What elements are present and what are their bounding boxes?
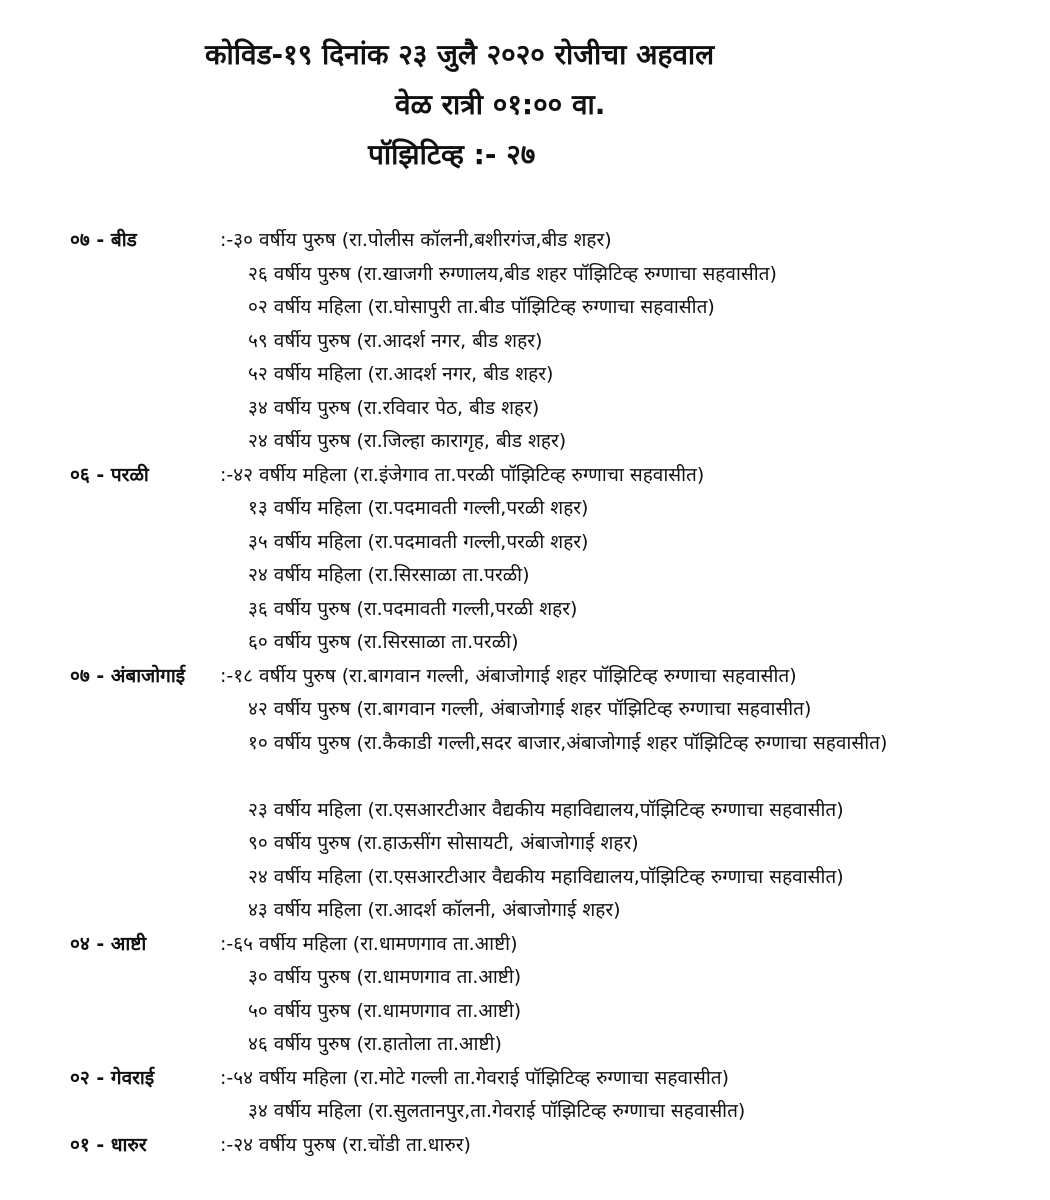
report-title: कोविड-१९ दिनांक २३ जुलै २०२० रोजीचा अहवाल xyxy=(205,38,715,71)
patient-entry: ०२ वर्षीय महिला (रा.घोसापुरी ता.बीड पॉझिटिव्ह रुग्णाचा सहवासीत) xyxy=(248,296,715,318)
patient-entry: ४३ वर्षीय महिला (रा.आदर्श कॉलनी, अंबाजोगाई शहर) xyxy=(248,899,621,921)
district-row xyxy=(70,459,1030,493)
patient-row xyxy=(70,258,1030,292)
patient-entry: ६० वर्षीय पुरुष (रा.सिरसाळा ता.परळी) xyxy=(248,631,519,653)
patient-list xyxy=(70,224,1030,1162)
patient-entry: २४ वर्षीय महिला (रा.सिरसाळा ता.परळी) xyxy=(248,564,530,586)
district-label: ०७ - अंबाजोगाई xyxy=(70,664,186,687)
patient-row xyxy=(70,291,1030,325)
district-row xyxy=(70,224,1030,258)
patient-entry: ४६ वर्षीय पुरुष (रा.हातोला ता.आष्टी) xyxy=(248,1033,502,1055)
patient-entry: १३ वर्षीय महिला (रा.पदमावती गल्ली,परळी शहर) xyxy=(248,497,589,519)
district-label: ०६ - परळी xyxy=(70,463,149,486)
patient-row xyxy=(70,861,1030,895)
patient-row xyxy=(70,794,1030,828)
district-label: ०१ - धारुर xyxy=(70,1133,147,1156)
patient-entry: २६ वर्षीय पुरुष (रा.खाजगी रुग्णालय,बीड शहर पॉझिटिव्ह रुग्णाचा सहवासीत) xyxy=(248,262,777,285)
patient-row xyxy=(70,995,1030,1029)
district-row xyxy=(70,1062,1030,1096)
patient-entry: :-२४ वर्षीय पुरुष (रा.चोंडी ता.धारुर) xyxy=(220,1133,471,1156)
patient-entry: १० वर्षीय पुरुष (रा.कैकाडी गल्ली,सदर बाजार,अंबाजोगाई शहर पॉझिटिव्ह रुग्णाचा सहवासीत) xyxy=(248,731,888,754)
report-time: वेळ रात्री ०१:०० वा. xyxy=(395,88,606,121)
patient-entry: :-६५ वर्षीय महिला (रा.धामणगाव ता.आष्टी) xyxy=(220,932,518,955)
positive-count: पॉझिटिव्ह :- २७ xyxy=(368,138,536,171)
patient-entry: ५९ वर्षीय पुरुष (रा.आदर्श नगर, बीड शहर) xyxy=(248,329,543,352)
patient-entry: २४ वर्षीय महिला (रा.एसआरटीआर वैद्यकीय महाविद्यालय,पॉझिटिव्ह रुग्णाचा सहवासीत) xyxy=(248,865,844,888)
patient-row xyxy=(70,827,1030,861)
patient-row xyxy=(70,492,1030,526)
patient-entry: ५० वर्षीय पुरुष (रा.धामणगाव ता.आष्टी) xyxy=(248,999,522,1022)
patient-row xyxy=(70,358,1030,392)
patient-row xyxy=(70,1028,1030,1062)
patient-entry: २४ वर्षीय पुरुष (रा.जिल्हा कारागृह, बीड शहर) xyxy=(248,430,567,452)
patient-entry: ४२ वर्षीय पुरुष (रा.बागवान गल्ली, अंबाजोगाई शहर पॉझिटिव्ह रुग्णाचा सहवासीत) xyxy=(248,698,812,720)
district-label: ०७ - बीड xyxy=(70,229,137,251)
district-row xyxy=(70,928,1030,962)
patient-entry: ३४ वर्षीय महिला (रा.सुलतानपुर,ता.गेवराई पॉझिटिव्ह रुग्णाचा सहवासीत) xyxy=(248,1100,746,1122)
patient-entry: :-३० वर्षीय पुरुष (रा.पोलीस कॉलनी,बशीरगंज,बीड शहर) xyxy=(220,229,612,251)
patient-row xyxy=(70,526,1030,560)
patient-entry: :-४२ वर्षीय महिला (रा.इंजेगाव ता.परळी पॉझिटिव्ह रुग्णाचा सहवासीत) xyxy=(220,463,705,486)
district-row xyxy=(70,1129,1030,1163)
patient-entry: ५२ वर्षीय महिला (रा.आदर्श नगर, बीड शहर) xyxy=(248,363,554,385)
patient-row xyxy=(70,593,1030,627)
district-row xyxy=(70,660,1030,694)
patient-row xyxy=(70,559,1030,593)
patient-entry: ३५ वर्षीय महिला (रा.पदमावती गल्ली,परळी शहर) xyxy=(248,530,589,553)
patient-entry: २३ वर्षीय महिला (रा.एसआरटीआर वैद्यकीय महाविद्यालय,पॉझिटिव्ह रुग्णाचा सहवासीत) xyxy=(248,798,844,821)
patient-entry: ३६ वर्षीय पुरुष (रा.पदमावती गल्ली,परळी शहर) xyxy=(248,597,578,620)
district-label: ०४ - आष्टी xyxy=(70,932,147,955)
district-label: ०२ - गेवराई xyxy=(70,1066,155,1089)
patient-entry: ३० वर्षीय पुरुष (रा.धामणगाव ता.आष्टी) xyxy=(248,966,522,988)
patient-row xyxy=(70,1095,1030,1129)
patient-entry: ३४ वर्षीय पुरुष (रा.रविवार पेठ, बीड शहर) xyxy=(248,396,540,419)
patient-entry: :-१८ वर्षीय पुरुष (रा.बागवान गल्ली, अंबाजोगाई शहर पॉझिटिव्ह रुग्णाचा सहवासीत) xyxy=(220,664,797,687)
patient-row xyxy=(70,425,1030,459)
patient-entry: ९० वर्षीय पुरुष (रा.हाऊसींग सोसायटी, अंबाजोगाई शहर) xyxy=(248,832,639,854)
patient-row xyxy=(70,894,1030,928)
patient-row xyxy=(70,626,1030,660)
patient-entry: :-५४ वर्षीय महिला (रा.मोटे गल्ली ता.गेवराई पॉझिटिव्ह रुग्णाचा सहवासीत) xyxy=(220,1066,729,1089)
patient-row xyxy=(70,392,1030,426)
patient-row xyxy=(70,325,1030,359)
patient-row xyxy=(70,961,1030,995)
patient-row xyxy=(70,693,1030,727)
patient-row xyxy=(70,727,1030,794)
